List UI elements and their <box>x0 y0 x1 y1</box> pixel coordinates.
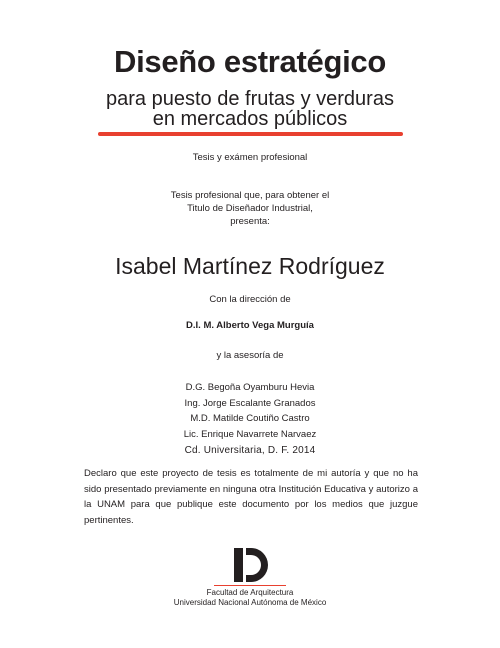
director-name: D.I. M. Alberto Vega Murguía <box>186 320 314 331</box>
author-name: Isabel Martínez Rodríguez <box>115 253 385 279</box>
subtitle-line-1: para puesto de frutas y verduras <box>106 88 394 110</box>
purpose-statement <box>0 189 500 228</box>
thesis-type: Tesis y exámen profesional <box>192 152 308 163</box>
declaration-paragraph: Declaro que este proyecto de tesis es totalmente de mi autoría y que no ha sido presentado previamente en ninguna otra Institución Educativa y autorizo a la UNAM para que publique este documento por los medios que juzgue pertinentes. <box>84 468 418 526</box>
subtitle-line-2: en mercados públicos <box>152 108 348 130</box>
faculty-caption <box>0 588 500 608</box>
advisor-item: M.D. Matilde Coutiño Castro <box>190 413 310 424</box>
document-subtitle <box>0 89 500 129</box>
logo-underline <box>214 585 286 586</box>
advisor-list <box>0 380 500 442</box>
purpose-line-2: Titulo de Diseñador Industrial, <box>187 203 313 214</box>
faculty-logo-icon <box>232 548 268 582</box>
purpose-line-3: presenta: <box>230 216 270 227</box>
direction-label: Con la dirección de <box>209 294 291 305</box>
advisor-item: Lic. Enrique Navarrete Narvaez <box>183 428 317 440</box>
city-year: Cd. Universitaria, D. F. 2014 <box>184 445 316 456</box>
advisor-item: D.G. Begoña Oyamburu Hevia <box>185 382 315 393</box>
faculty-line-2: Universidad Nacional Autónoma de México <box>173 598 327 607</box>
faculty-line-1: Facultad de Arquitectura <box>206 588 294 597</box>
advisor-item: Ing. Jorge Escalante Granados <box>184 397 316 409</box>
advisory-label: y la asesoría de <box>216 350 284 361</box>
purpose-line-1: Tesis profesional que, para obtener el <box>170 190 330 201</box>
title-underline <box>98 132 403 136</box>
document-title: Diseño estratégico <box>114 44 386 79</box>
